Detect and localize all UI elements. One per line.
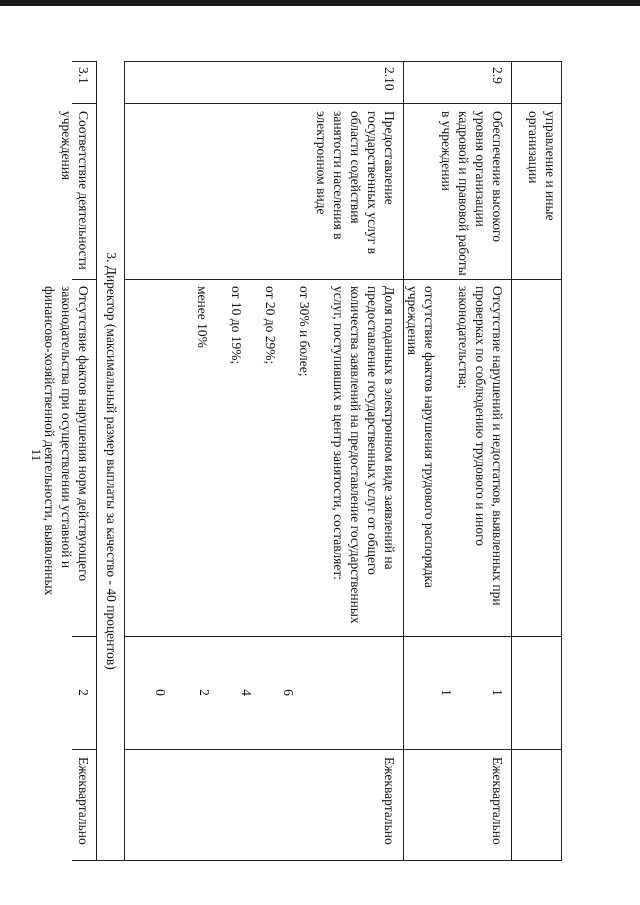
criterion-text: Отсутствие нарушений и недостатков, выявленных при проверках по соблюдению трудового и иного законодательства;: [456, 286, 505, 606]
criterion-text: отсутствие фактов нарушения трудового распорядка учреждения: [405, 286, 437, 588]
column-border: [72, 279, 97, 280]
column-border: [72, 103, 97, 104]
criterion-text: Доля поданных в электронном виде заявлений на предоставление государственных услуг от общего количества заявлений на предоставление государственных услуг, поступивших в центр занятости, составляет:: [331, 286, 397, 624]
period-cell: Ежеквартально: [490, 757, 505, 845]
column-border: [72, 749, 97, 750]
indicator-cell: Предоставление государственных услуг в области содействия занятости населения в электронном виде: [314, 111, 397, 254]
column-border: [125, 103, 562, 104]
table-border-right: [72, 860, 562, 861]
criterion-text: от 10 до 19%;: [229, 286, 244, 365]
criterion-text: от 20 до 29%;: [263, 286, 278, 365]
row-border: [511, 61, 512, 861]
rotated-table: [42, 61, 562, 861]
points-value: 0: [153, 689, 168, 696]
page-top-edge: [0, 0, 640, 6]
points-value: 4: [239, 689, 254, 696]
page-number: 11: [29, 448, 44, 462]
criterion-text: от 30% и более;: [297, 286, 312, 377]
points-value: 1: [439, 689, 454, 696]
row-number: 2.10: [382, 67, 397, 91]
criteria-cell: Отсутствие фактов нарушения норм действующего законодательства при осуществлении уставной и финансово-хозяйственной деятельности, выявленных: [42, 286, 91, 596]
section-header: 3. Директор (максимальный размер выплаты за качество - 40 процентов): [104, 252, 119, 670]
indicator-cell: управление и иные организации: [526, 111, 558, 221]
row-number: 3.1: [76, 67, 91, 84]
points-value: 2: [76, 689, 91, 696]
row-border: [124, 61, 125, 861]
criteria-cell: [404, 286, 506, 631]
indicator-cell: Обеспечение высокого уровня организации кадровой и правовой работы в учреждении: [439, 111, 505, 276]
criterion-text: менее 10%: [195, 286, 210, 348]
criteria-cell: [194, 286, 398, 631]
table-border-left: [125, 61, 562, 62]
row-number: 2.9: [490, 67, 505, 84]
column-border: [125, 279, 562, 280]
points-value: 1: [490, 689, 505, 696]
row-border: [96, 61, 97, 861]
table-border-top: [561, 61, 562, 861]
table-border-left: [72, 61, 97, 62]
column-border: [125, 749, 562, 750]
period-cell: Ежеквартально: [382, 757, 397, 845]
period-cell: Ежеквартально: [76, 757, 91, 845]
indicator-cell: Соответствие деятельности учреждения: [59, 111, 91, 270]
points-value: 6: [281, 689, 296, 696]
points-value: 2: [197, 689, 212, 696]
